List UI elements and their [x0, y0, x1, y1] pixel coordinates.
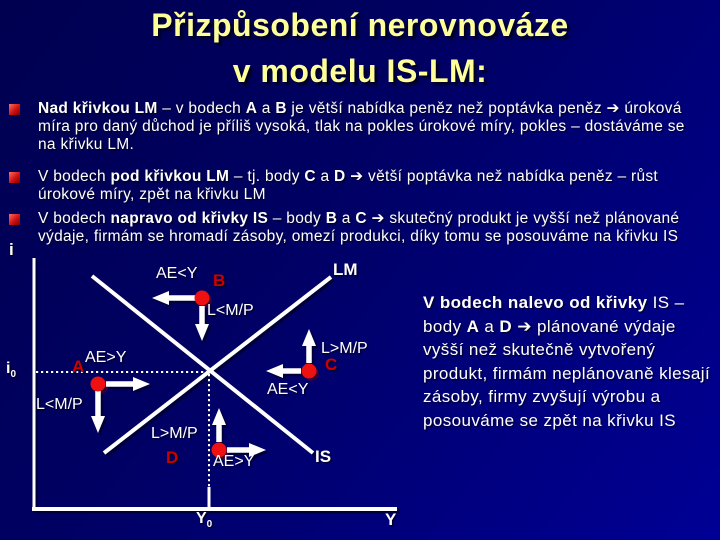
label-ae-lt-y-c: AE<Y	[267, 381, 309, 398]
y0-base: Y	[196, 510, 207, 527]
point-b-label: B	[213, 271, 226, 290]
bullet-1-seg-1: – v bodech	[157, 100, 246, 117]
diagram-shadow-layer	[35, 261, 400, 513]
side-note-seg-4: D	[499, 316, 513, 336]
label-l-lt-mp-a: L<M/P	[36, 396, 83, 413]
bullet-2-seg-6: ➔ větší poptávka než nabídka peněz – růst úrokové míry, zpět na křivku LM	[38, 168, 659, 203]
bullet-2-seg-5: D	[334, 168, 346, 185]
bullet-1-seg-3: a	[257, 100, 276, 117]
is-curve-label: IS	[315, 447, 332, 466]
y0-label	[196, 510, 212, 530]
lm-curve-label: LM	[333, 260, 358, 279]
point-a-label: A	[72, 357, 85, 376]
side-note-seg-2: A	[466, 316, 480, 336]
side-note-seg-3: a	[479, 316, 500, 336]
point-a-dot	[91, 377, 106, 392]
label-ae-gt-y-a: AE>Y	[85, 349, 127, 366]
title-line-1: Přizpůsobení nerovnováze	[151, 7, 569, 43]
bullet-3-seg-2: – body	[268, 210, 326, 227]
bullet-3-seg-6: ➔ skutečný produkt je vyšší než plánované výdaje, firmám se hromadí zásoby, omezí produkci, díky tomu se posouváme na křivku IS	[38, 210, 680, 245]
side-note-seg-5: ➔ plánované výdaje vyšší než skutečně vytvořený produkt, firmám neplánovaně klesají zásoby, firmy zvyšují výrobu a posouváme se zpět na křivku IS	[423, 316, 711, 430]
point-c-dot	[302, 364, 317, 379]
bullet-2-seg-1: pod křivkou LM	[110, 168, 230, 185]
i0-base: i	[6, 360, 11, 377]
point-c-label: C	[325, 355, 338, 374]
x-axis-label: Y	[385, 510, 397, 529]
bullet-1-seg-2: A	[245, 100, 258, 117]
i0-sub: 0	[10, 369, 17, 381]
title-line-2: v modelu IS-LM:	[232, 53, 488, 89]
i0-label	[6, 360, 16, 380]
bullet-3-seg-0: V bodech	[38, 210, 111, 227]
point-d-label: D	[166, 448, 179, 467]
y0-sub: 0	[206, 519, 213, 531]
side-note-seg-0: V bodech nalevo od křivky	[423, 293, 648, 312]
bullet-2-seg-4: a	[315, 168, 335, 185]
bullet-1-seg-0: Nad křivkou LM	[38, 100, 158, 117]
label-ae-lt-y-b: AE<Y	[156, 265, 198, 282]
bullet-3-seg-4: a	[337, 210, 356, 227]
bullet-2-seg-3: C	[304, 168, 316, 185]
side-note-seg-1: IS – body	[423, 293, 685, 336]
bullet-1-seg-4: B	[275, 100, 287, 117]
bullet-2-seg-2: – tj. body	[229, 168, 305, 185]
label-l-lt-mp-b: L<M/P	[207, 302, 254, 319]
bullet-2-seg-0: V bodech	[38, 168, 111, 185]
bullet-3-seg-1: napravo od křivky IS	[110, 210, 269, 227]
y-axis-label: i	[9, 240, 14, 259]
bullet-3-seg-5: C	[355, 210, 367, 227]
bullet-3-seg-3: B	[325, 210, 338, 227]
bullet-1-seg-5: je větší nabídka peněz než poptávka peněz ➔ úroková míra pro daný důchod je příliš vysoká, tlak na pokles úrokové míry, pokles – dostáváme se na křivku LM.	[38, 100, 685, 153]
label-ae-gt-y-d: AE>Y	[213, 453, 255, 470]
label-l-gt-mp-c: L>M/P	[321, 340, 368, 357]
diagram-main-layer	[32, 258, 397, 510]
label-l-gt-mp-d: L>M/P	[151, 425, 198, 442]
